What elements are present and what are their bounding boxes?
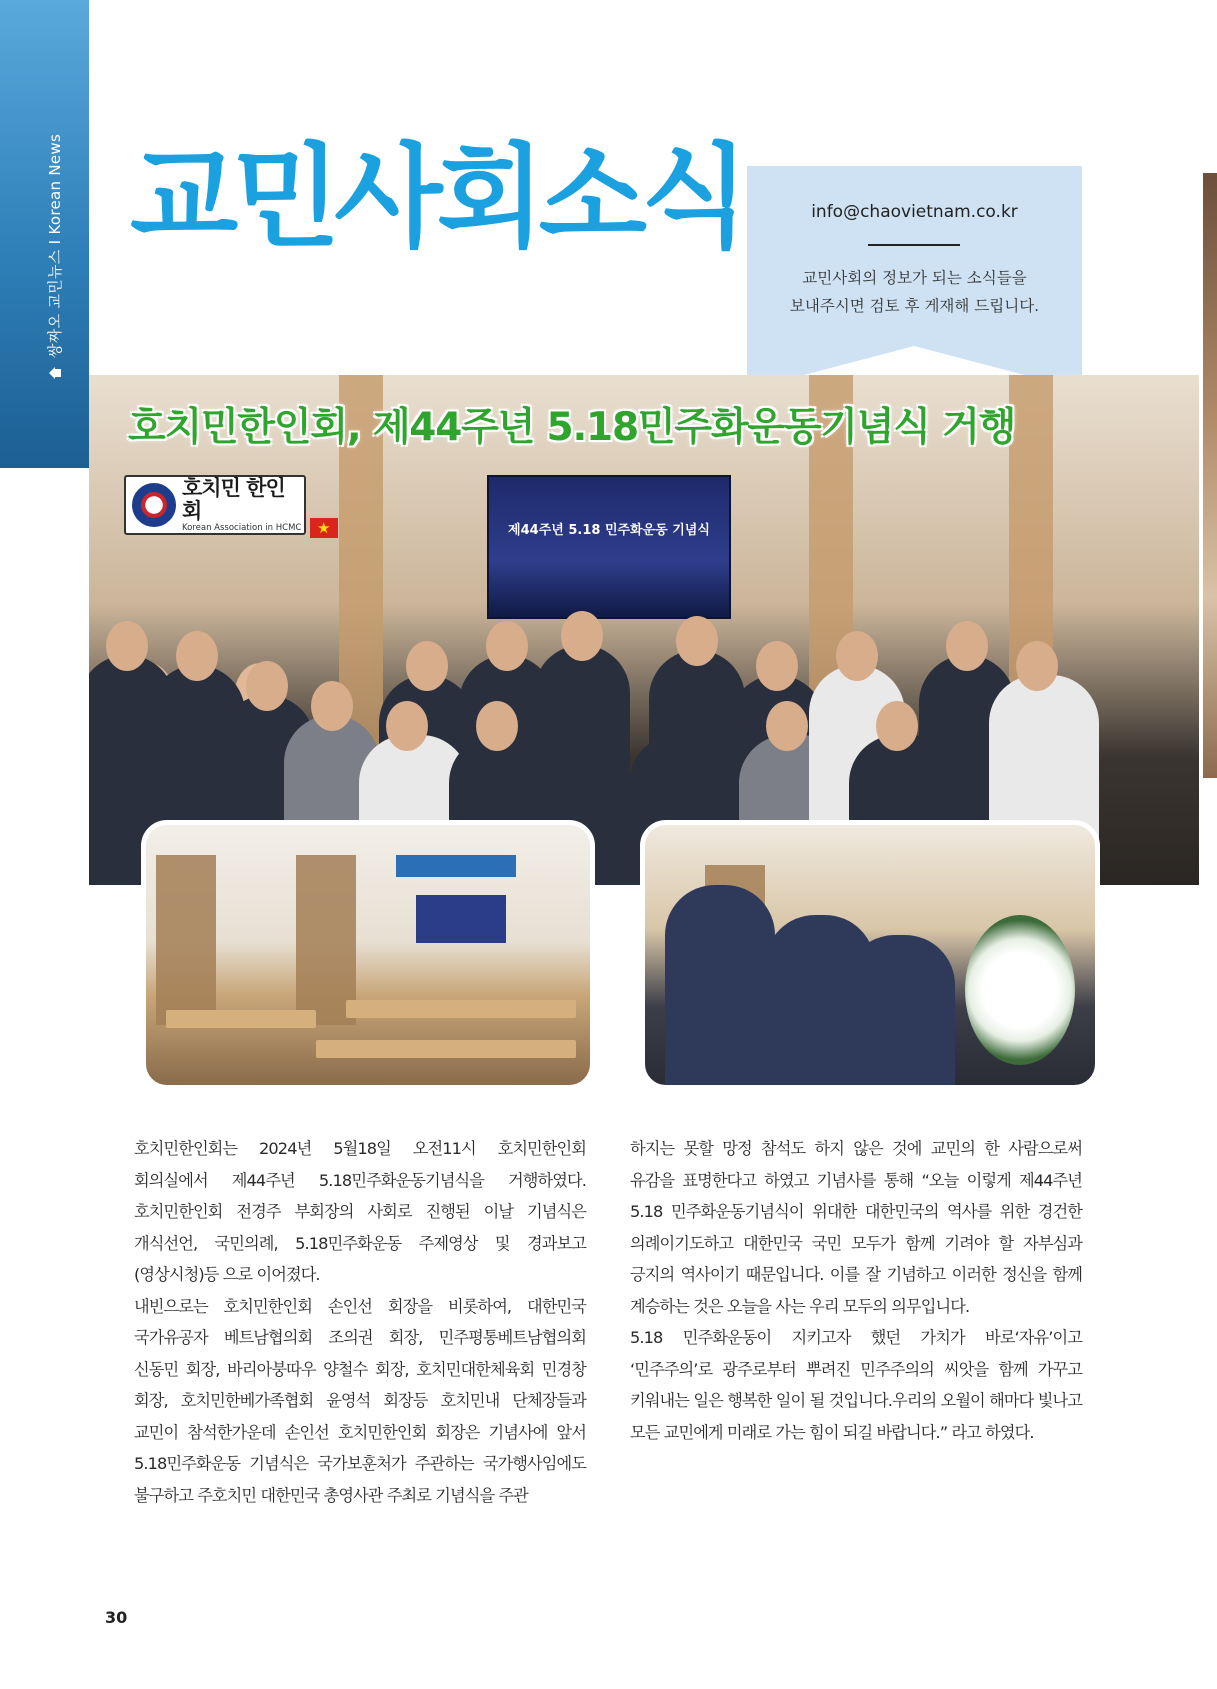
logo-english-name: Korean Association in HCMC [182, 523, 302, 534]
photo-person [845, 935, 955, 1085]
article-paragraph: 내빈으로는 호치민한인회 손인선 회장을 비롯하여, 대한민국 국가유공자 베트남협의회 조의권 회장, 민주평통베트남협의회 신동민 회장, 바리아붕따우 양철수 회장, 호치민대한체육회 민경창 회장, 호치민한베가족협회 윤영석 회장등 호치민내 단체장들과 교민이 참석한가운데 손인선 호치민한인회 회장은 기념사에 앞서 5.18민주화운동 기념식은 국가보훈처가 주관하는 국가행사임에도 불구하고 주호치민 대한민국 총영사관 주최로 기념식을 주관 [134, 1296, 586, 1505]
contact-box [747, 166, 1082, 390]
page-number: 30 [105, 1608, 128, 1627]
home-icon [48, 366, 62, 380]
photo-table [166, 1010, 316, 1028]
ceremony-hall-photo [141, 820, 595, 1090]
article-paragraph: 하지는 못할 망정 참석도 하지 않은 것에 교민의 한 사람으로써 유감을 표명한다고 하였고 기념사를 통해 “오늘 이렇게 제44주년 5.18 민주화운동기념식이 위대한 대한민국의 역사를 위한 경건한 의례이기도하고 대한민국 국민 모두가 함께 기려야 할 자부심과 긍지의 역사이기 때문입니다. 이를 잘 기념하고 이러한 정신을 함께 계승하는 것은 오늘을 사는 우리 모두의 의무입니다. [630, 1139, 1082, 1316]
article-headline: 호치민한인회, 제44주년 5.18민주화운동기념식 거행 [128, 405, 1016, 450]
article-paragraph: 5.18 민주화운동이 지키고자 했던 가치가 바로‘자유’이고 ‘민주주의’로 광주로부터 뿌려진 민주주의의 씨앗을 함께 가꾸고 키워내는 일은 행복한 일이 될 것입니다.우리의 오월이 해마다 빛나고 모든 교민에게 미래로 가는 힘이 되길 바랍니다.” 라고 하였다. [630, 1328, 1082, 1442]
photo-curtain [156, 855, 216, 1025]
section-title: 교민사회소식 [130, 133, 744, 263]
logo-korean-name: 호치민 한인회 [182, 475, 285, 523]
contact-line-2: 보내주시면 검토 후 게재해 드립니다. [789, 297, 1040, 315]
flower-wreath [965, 915, 1075, 1065]
flower-tribute-photo [640, 820, 1100, 1090]
association-emblem-icon [132, 483, 176, 527]
article-column-right [630, 1133, 1082, 1448]
contact-divider [868, 244, 960, 246]
vietnam-flag-icon: ★ [310, 518, 338, 538]
photo-screen [416, 895, 506, 943]
adjacent-page-photo-edge [1203, 173, 1217, 778]
contact-line-1: 교민사회의 정보가 되는 소식들을 [802, 269, 1027, 287]
article-column-left [134, 1133, 586, 1511]
contact-message [747, 264, 1082, 320]
side-label-text: 쌍짜오 교민뉴스 I Korean News [46, 133, 64, 358]
photo-table [346, 1000, 576, 1018]
photo-table [316, 1040, 576, 1058]
photo-banner [396, 855, 516, 877]
photo-person [665, 885, 775, 1085]
association-logo [124, 475, 306, 535]
side-label [44, 134, 65, 380]
contact-email[interactable]: info@chaovietnam.co.kr [811, 202, 1018, 222]
article-paragraph: 호치민한인회는 2024년 5월18일 오전11시 호치민한인회 회의실에서 제44주년 5.18민주화운동기념식을 거행하였다. 호치민한인회 전경주 부회장의 사회로 진행된 이날 기념식은 개식선언, 국민의례, 5.18민주화운동 주제영상 및 경과보고(영상시청)등 으로 이어졌다. [134, 1139, 586, 1284]
banner-title: 제44주년 5.18 민주화운동 기념식 [508, 523, 710, 538]
